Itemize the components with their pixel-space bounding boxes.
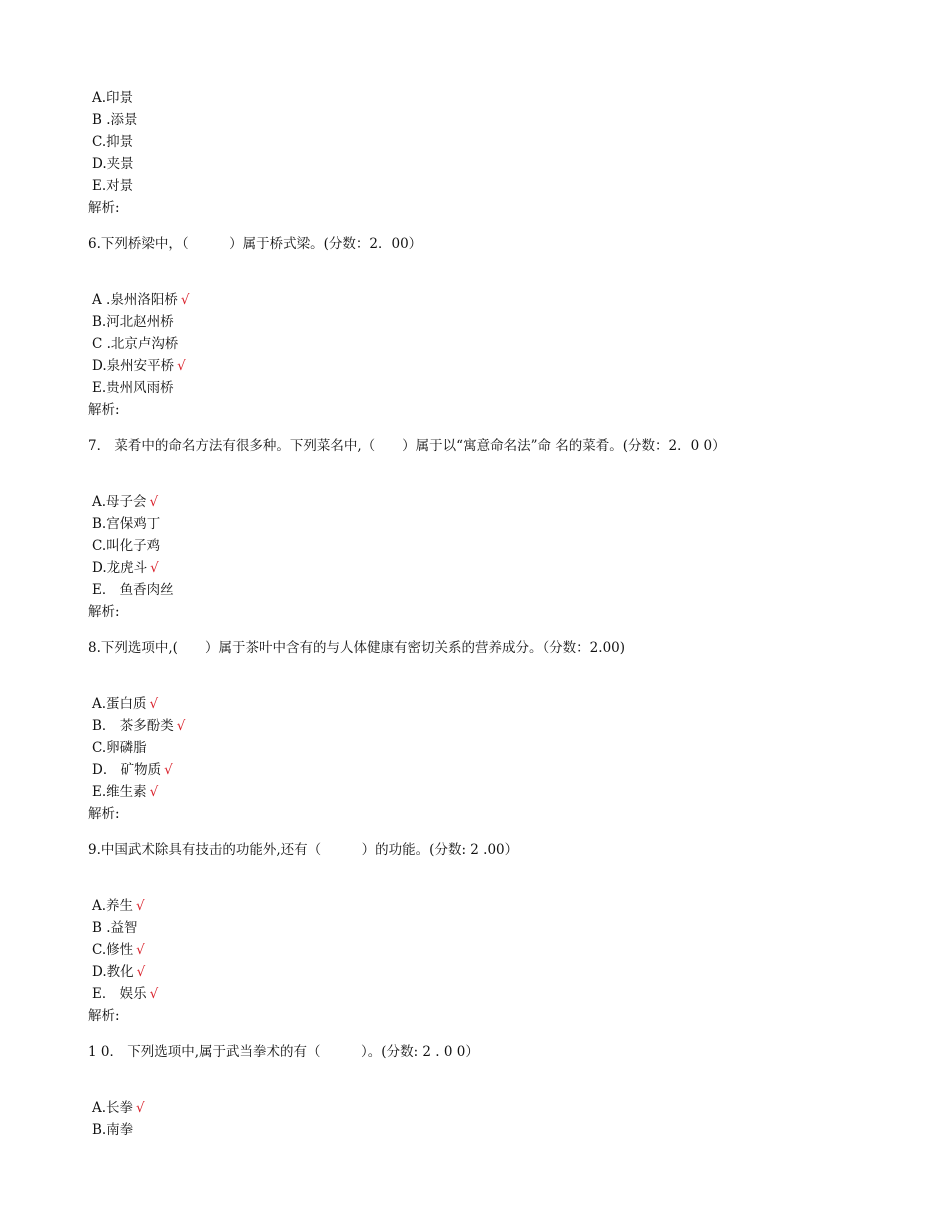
option-b: B .益智 (92, 920, 138, 936)
option-a: A.蛋白质 √ (92, 696, 159, 712)
question-9: 9.中国武术除具有技击的功能外,还有（ ）的功能。(分数: 2 .00） (88, 842, 519, 858)
question-6: 6.下列桥梁中，（ ）属于桥式梁。(分数：2．00） (88, 236, 423, 252)
analysis-label: 解析: (88, 604, 120, 620)
check-mark-icon: √ (136, 942, 145, 958)
analysis-label: 解析: (88, 1008, 120, 1024)
option-b: B． 茶多酚类 √ (92, 718, 186, 734)
check-mark-icon: √ (149, 784, 159, 800)
option-e: E.对景 (92, 178, 134, 194)
option-c: C.抑景 (92, 134, 134, 150)
question-8: 8.下列选项中,( ）属于茶叶中含有的与人体健康有密切关系的营养成分。（分数：2.00) (88, 640, 626, 656)
option-d: D.泉州安平桥 √ (92, 358, 186, 374)
option-e: E.贵州风雨桥 (92, 380, 174, 396)
option-e: E.维生素 √ (92, 784, 159, 800)
option-a: A.母子会 √ (92, 494, 159, 510)
check-mark-icon: √ (149, 986, 159, 1002)
option-b: B .添景 (92, 112, 138, 128)
check-mark-icon: √ (149, 494, 159, 510)
option-a: A.印景 (92, 90, 134, 106)
question-7: 7． 菜肴中的命名方法有很多种。下列菜名中,（ ）属于以“寓意命名法”命 名的菜肴。(分数：2．0 0） (88, 438, 726, 454)
analysis-label: 解析: (88, 806, 120, 822)
option-e: E． 娱乐 √ (92, 986, 159, 1002)
check-mark-icon: √ (164, 762, 173, 778)
question-10: 1 0． 下列选项中,属于武当拳术的有（ ）。(分数: 2 . 0 0） (88, 1044, 479, 1060)
option-b: B.宫保鸡丁 (92, 516, 161, 532)
option-b: B.南拳 (92, 1122, 134, 1138)
check-mark-icon: √ (177, 358, 186, 374)
option-e: E． 鱼香肉丝 (92, 582, 174, 598)
option-c: C .北京卢沟桥 (92, 336, 179, 352)
check-mark-icon: √ (149, 696, 159, 712)
option-a: A.养生 √ (92, 898, 145, 914)
check-mark-icon: √ (136, 898, 145, 914)
option-a: A.长拳 √ (92, 1100, 145, 1116)
option-d: D.教化 √ (92, 964, 146, 980)
option-b: B.河北赵州桥 (92, 314, 174, 330)
check-mark-icon: √ (136, 1100, 145, 1116)
option-c: C.卵磷脂 (92, 740, 147, 756)
analysis-label: 解析: (88, 200, 120, 216)
check-mark-icon: √ (150, 560, 159, 576)
option-a: A .泉州洛阳桥 √ (92, 292, 190, 308)
check-mark-icon: √ (136, 964, 146, 980)
check-mark-icon: √ (176, 718, 186, 734)
option-c: C.叫化子鸡 (92, 538, 161, 554)
option-d: D.龙虎斗 √ (92, 560, 159, 576)
check-mark-icon: √ (180, 292, 190, 308)
analysis-label: 解析: (88, 402, 120, 418)
option-d: D． 矿物质 √ (92, 762, 173, 778)
option-d: D.夹景 (92, 156, 134, 172)
option-c: C.修性 √ (92, 942, 145, 958)
